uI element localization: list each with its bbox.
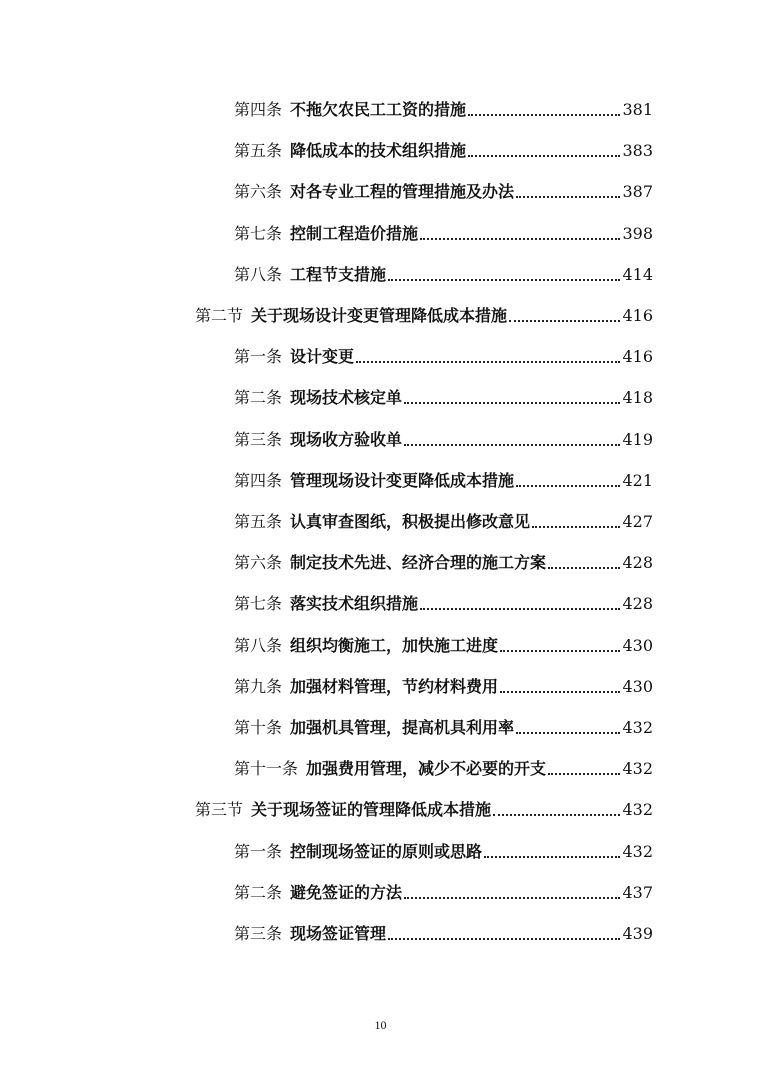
toc-entry-title: 管理现场设计变更降低成本措施: [290, 470, 515, 490]
toc-entry-page: 419: [622, 429, 653, 449]
toc-entry-title: 对各专业工程的管理措施及办法: [290, 182, 515, 202]
toc-dot-leader: [548, 567, 620, 569]
toc-entry-page: 428: [622, 594, 653, 614]
toc-entry-title: 现场签证管理: [290, 924, 387, 943]
toc-entry-page: 414: [622, 264, 653, 284]
toc-entry-number: 第七条: [234, 594, 283, 614]
toc-entry-number: 第二节: [195, 306, 244, 325]
toc-entry-number: 第三条: [234, 924, 283, 943]
toc-article-entry[interactable]: [234, 90, 653, 120]
toc-dot-leader: [484, 856, 620, 858]
toc-dot-leader: [420, 238, 620, 240]
toc-dot-leader: [500, 691, 620, 693]
toc-entry-title: 控制工程造价措施: [290, 223, 419, 243]
toc-entry-page: 432: [622, 800, 653, 820]
toc-entry-title: 降低成本的技术组织措施: [290, 141, 467, 161]
toc-entry-title: 认真审查图纸，积极提出修改意见: [290, 512, 531, 531]
toc-entry-number: 第二条: [234, 882, 283, 902]
toc-entry-title: 加强材料管理，节约材料费用: [290, 676, 499, 696]
toc-entry-title: 现场收方验收单: [290, 429, 403, 449]
toc-dot-leader: [420, 608, 620, 610]
toc-entry-page: 416: [622, 347, 653, 367]
toc-dot-leader: [388, 279, 620, 281]
toc-entry-number: 第三节: [195, 800, 244, 820]
toc-entry-title: 工程节支措施: [290, 264, 387, 284]
toc-entry-page: 387: [622, 182, 653, 202]
toc-entry-number: 第五条: [234, 512, 283, 531]
toc-entry-page: 430: [622, 635, 653, 655]
toc-entry-title: 落实技术组织措施: [290, 594, 419, 614]
toc-entry-title: 关于现场设计变更管理降低成本措施: [251, 306, 508, 325]
toc-entry-title: 关于现场签证的管理降低成本措施: [251, 800, 492, 820]
toc-entry-page: 432: [622, 841, 653, 861]
toc-entry-title: 控制现场签证的原则或思路: [290, 841, 483, 861]
toc-entry-title: 制定技术先进、经济合理的施工方案: [290, 553, 547, 573]
toc-article-entry[interactable]: [234, 172, 653, 202]
toc-entry-number: 第八条: [234, 264, 283, 284]
toc-article-entry[interactable]: [234, 337, 653, 367]
toc-entry-number: 第十条: [234, 718, 283, 737]
toc-entry-title: 加强机具管理，提高机具利用率: [290, 718, 515, 737]
toc-article-entry[interactable]: [234, 461, 653, 491]
toc-article-entry[interactable]: [234, 708, 653, 738]
toc-article-entry[interactable]: [234, 749, 653, 779]
toc-entry-page: 418: [622, 388, 653, 408]
toc-entry-number: 第六条: [234, 182, 283, 202]
toc-dot-leader: [516, 485, 620, 487]
toc-article-entry[interactable]: [234, 378, 653, 408]
toc-article-entry[interactable]: [234, 873, 653, 903]
toc-entry-page: 432: [622, 718, 653, 737]
toc-article-entry[interactable]: [234, 131, 653, 161]
page-number: 10: [374, 1018, 387, 1032]
toc-dot-leader: [500, 650, 620, 652]
toc-entry-title: 加强费用管理，减少不必要的开支: [306, 759, 547, 779]
toc-entry-title: 设计变更: [290, 347, 355, 367]
toc-entry-page: 398: [622, 223, 653, 243]
toc-entry-page: 428: [622, 553, 653, 573]
toc-entry-title: 避免签证的方法: [290, 882, 403, 902]
toc-dot-leader: [468, 114, 620, 116]
toc-entry-number: 第二条: [234, 388, 283, 408]
toc-dot-leader: [468, 155, 620, 157]
toc-entry-number: 第四条: [234, 470, 283, 490]
toc-entry-page: 432: [622, 759, 653, 779]
toc-entry-page: 416: [622, 306, 653, 325]
toc-article-entry[interactable]: [234, 214, 653, 244]
toc-dot-leader: [548, 773, 620, 775]
toc-article-entry[interactable]: [234, 667, 653, 697]
toc-section-entry[interactable]: [195, 296, 653, 326]
toc-dot-leader: [516, 196, 620, 198]
toc-entry-number: 第三条: [234, 429, 283, 449]
toc-dot-leader: [532, 526, 620, 528]
toc-entry-page: 437: [622, 882, 653, 902]
toc-dot-leader: [404, 897, 620, 899]
toc-dot-leader: [356, 361, 620, 363]
toc-article-entry[interactable]: [234, 255, 653, 285]
toc-entry-title: 现场技术核定单: [290, 388, 403, 408]
toc-entry-number: 第一条: [234, 347, 283, 367]
toc-article-entry[interactable]: [234, 502, 653, 532]
toc-entry-title: 组织均衡施工，加快施工进度: [290, 635, 499, 655]
toc-article-entry[interactable]: [234, 543, 653, 573]
toc-dot-leader: [493, 814, 620, 816]
toc-entry-number: 第一条: [234, 841, 283, 861]
toc-entry-page: 439: [622, 924, 653, 943]
toc-entry-number: 第八条: [234, 635, 283, 655]
toc-dot-leader: [516, 732, 620, 734]
toc-entry-page: 383: [622, 141, 653, 161]
toc-article-entry[interactable]: [234, 420, 653, 450]
toc-article-entry[interactable]: [234, 626, 653, 656]
toc-dot-leader: [404, 444, 620, 446]
toc-entry-number: 第十一条: [234, 759, 299, 779]
toc-section-entry[interactable]: [195, 790, 653, 820]
toc-entry-number: 第九条: [234, 676, 283, 696]
toc-entry-title: 不拖欠农民工工资的措施: [290, 100, 467, 119]
toc-dot-leader: [509, 320, 620, 322]
toc-article-entry[interactable]: [234, 584, 653, 614]
toc-dot-leader: [388, 938, 620, 940]
toc-entry-number: 第七条: [234, 223, 283, 243]
toc-article-entry[interactable]: [234, 832, 653, 862]
toc-entry-number: 第四条: [234, 100, 283, 119]
toc-entry-page: 421: [622, 470, 653, 490]
toc-entry-number: 第五条: [234, 141, 283, 161]
toc-entry-page: 427: [622, 512, 653, 531]
toc-entry-page: 381: [622, 100, 653, 119]
toc-article-entry[interactable]: [234, 914, 653, 944]
toc-entry-page: 430: [622, 676, 653, 696]
toc-dot-leader: [404, 402, 620, 404]
toc-entry-number: 第六条: [234, 553, 283, 573]
